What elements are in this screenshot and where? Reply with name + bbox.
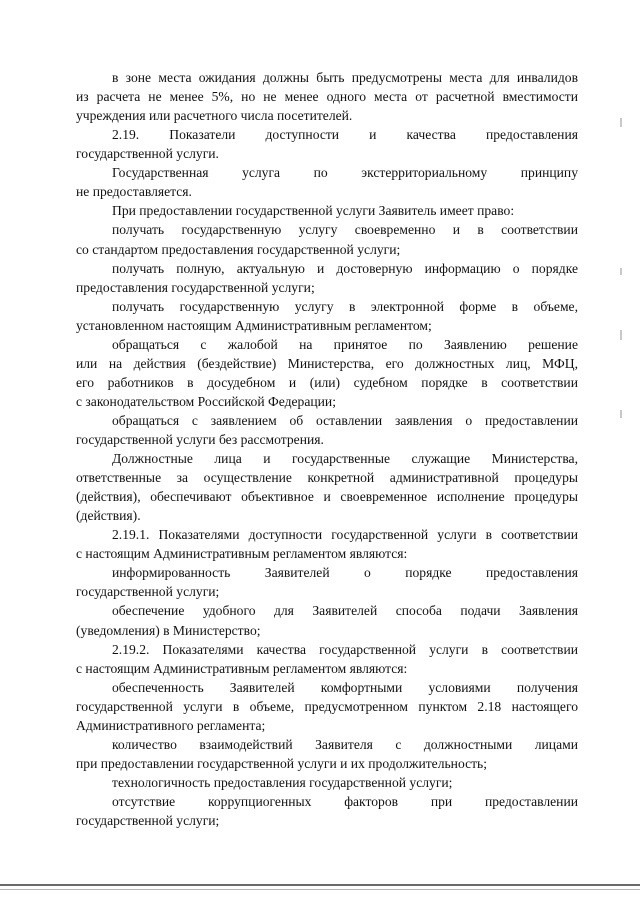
text-line: государственной услуги в объеме, предусмотренном пунктом 2.18 настоящего <box>76 698 578 714</box>
text-line: государственной услуги; <box>76 584 220 600</box>
text-line: получать полную, актуальную и достоверную информацию о порядке <box>112 260 578 276</box>
scan-edge-mark <box>620 410 622 418</box>
text-line: обеспеченность Заявителей комфортными условиями получения <box>112 679 578 695</box>
text-line: из расчета не менее 5%, но не менее одного места от расчетной вместимости <box>76 89 578 104</box>
text-line: информированность Заявителей о порядке предоставления <box>112 565 578 581</box>
scan-bottom-edge-shadow <box>0 889 640 890</box>
text-line: с настоящим Административным регламентом являются: <box>76 660 408 676</box>
text-line: обращаться с жалобой на принятое по Заявлению решение <box>112 336 578 352</box>
text-line: государственной услуги; <box>76 813 220 828</box>
text-line: Должностные лица и государственные служащие Министерства, <box>112 451 578 466</box>
text-line: (уведомления) в Министерство; <box>76 622 261 638</box>
text-line: Административного регламента; <box>76 717 266 733</box>
text-line: с настоящим Административным регламентом являются: <box>76 546 408 562</box>
scan-bottom-edge <box>0 884 640 886</box>
text-line: технологичность предоставления государственной услуги; <box>112 774 453 790</box>
text-line: Государственная услуга по экстерриториальному принципу <box>112 165 578 181</box>
text-line: 2.19. Показатели доступности и качества предоставления <box>112 127 578 143</box>
text-line: получать государственную услугу своевременно и в соответствии <box>112 222 578 238</box>
text-line: получать государственную услугу в электронной форме в объеме, <box>112 298 578 314</box>
text-line: обеспечение удобного для Заявителей способа подачи Заявления <box>112 603 578 619</box>
text-line: со стандартом предоставления государственной услуги; <box>76 241 401 257</box>
text-line: государственной услуги без рассмотрения. <box>76 431 324 447</box>
text-line: (действия). <box>76 508 141 524</box>
text-line: государственной услуги. <box>76 146 219 162</box>
text-line: отсутствие коррупциогенных факторов при предоставлении <box>112 793 578 809</box>
scan-edge-mark <box>620 268 622 275</box>
text-line: количество взаимодействий Заявителя с должностными лицами <box>112 736 578 752</box>
text-line: 2.19.1. Показателями доступности государственной услуги в соответствии <box>112 527 578 543</box>
text-line: установленном настоящим Административным регламентом; <box>76 317 432 333</box>
text-line: При предоставлении государственной услуги Заявитель имеет право: <box>112 203 515 219</box>
text-line: ответственные за осуществление конкретной административной процедуры <box>76 470 578 486</box>
text-line: 2.19.2. Показателями качества государственной услуги в соответствии <box>112 641 578 657</box>
text-line: не предоставляется. <box>76 184 192 200</box>
text-line: обращаться с заявлением об оставлении заявления о предоставлении <box>112 412 578 428</box>
scan-edge-mark <box>620 330 622 340</box>
text-line: (действия), обеспечивают объективное и своевременное исполнение процедуры <box>76 489 578 505</box>
text-line: в зоне места ожидания должны быть предусмотрены места для инвалидов <box>112 70 578 85</box>
text-line: учреждения или расчетного числа посетителей. <box>76 108 353 124</box>
text-line: его работников в досудебном и (или) судебном порядке в соответствии <box>76 374 578 390</box>
text-line: или на действия (бездействие) Министерства, его должностных лиц, МФЦ, <box>76 355 578 371</box>
text-line: с законодательством Российской Федерации; <box>76 393 336 409</box>
text-line: предоставления государственной услуги; <box>76 279 315 295</box>
text-line: при предоставлении государственной услуги и их продолжительность; <box>76 755 488 771</box>
scan-edge-mark <box>620 118 622 127</box>
